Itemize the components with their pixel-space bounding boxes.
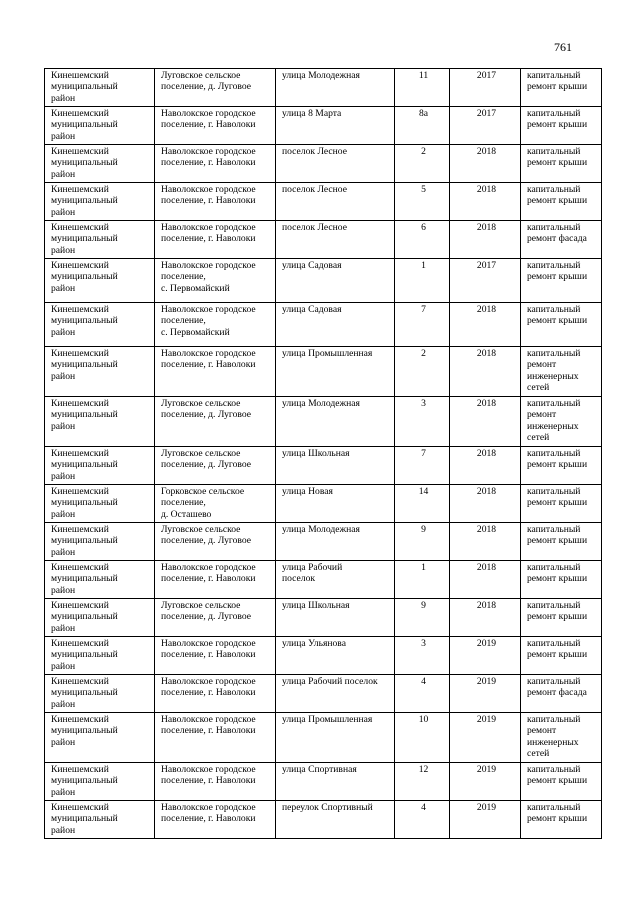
- year-cell: 2019: [450, 713, 521, 763]
- district-cell: Кинешемский муниципальный район: [45, 107, 155, 145]
- street-cell: улица Ульянова: [276, 637, 395, 675]
- district-cell: Кинешемский муниципальный район: [45, 303, 155, 347]
- table-row: [45, 221, 602, 259]
- district-cell: Кинешемский муниципальный район: [45, 259, 155, 303]
- settlement-cell: Наволокское городское поселение, с. Первомайский: [155, 303, 276, 347]
- year-cell: 2018: [450, 303, 521, 347]
- settlement-cell: Наволокское городское поселение, г. Наволоки: [155, 183, 276, 221]
- settlement-cell: Наволокское городское поселение, г. Наволоки: [155, 637, 276, 675]
- year-cell: 2018: [450, 145, 521, 183]
- house-number-cell: 4: [395, 675, 450, 713]
- settlement-cell: Луговское сельское поселение, д. Луговое: [155, 69, 276, 107]
- house-number-cell: 2: [395, 145, 450, 183]
- table-row: [45, 303, 602, 347]
- table-row: [45, 347, 602, 397]
- table-row: [45, 599, 602, 637]
- work-type-cell: капитальный ремонт крыши: [521, 801, 602, 839]
- work-type-cell: капитальный ремонт фасада: [521, 675, 602, 713]
- table-row: [45, 713, 602, 763]
- table-row: [45, 259, 602, 303]
- work-type-cell: капитальный ремонт крыши: [521, 523, 602, 561]
- work-type-cell: капитальный ремонт фасада: [521, 221, 602, 259]
- table-row: [45, 397, 602, 447]
- street-cell: улица Промышленная: [276, 713, 395, 763]
- table-row: [45, 447, 602, 485]
- settlement-cell: Наволокское городское поселение, г. Наволоки: [155, 801, 276, 839]
- street-cell: улица 8 Марта: [276, 107, 395, 145]
- house-number-cell: 1: [395, 561, 450, 599]
- year-cell: 2019: [450, 763, 521, 801]
- house-number-cell: 8а: [395, 107, 450, 145]
- table-row: [45, 675, 602, 713]
- settlement-cell: Наволокское городское поселение, г. Наволоки: [155, 107, 276, 145]
- settlement-cell: Луговское сельское поселение, д. Луговое: [155, 523, 276, 561]
- house-number-cell: 12: [395, 763, 450, 801]
- settlement-cell: Наволокское городское поселение, с. Первомайский: [155, 259, 276, 303]
- street-cell: улица Молодежная: [276, 69, 395, 107]
- work-type-cell: капитальный ремонт крыши: [521, 561, 602, 599]
- settlement-cell: Наволокское городское поселение, г. Наволоки: [155, 145, 276, 183]
- district-cell: Кинешемский муниципальный район: [45, 713, 155, 763]
- year-cell: 2018: [450, 485, 521, 523]
- work-type-cell: капитальный ремонт крыши: [521, 485, 602, 523]
- district-cell: Кинешемский муниципальный район: [45, 485, 155, 523]
- house-number-cell: 9: [395, 599, 450, 637]
- district-cell: Кинешемский муниципальный район: [45, 69, 155, 107]
- street-cell: улица Садовая: [276, 259, 395, 303]
- work-type-cell: капитальный ремонт крыши: [521, 303, 602, 347]
- district-cell: Кинешемский муниципальный район: [45, 675, 155, 713]
- year-cell: 2018: [450, 221, 521, 259]
- table-row: [45, 523, 602, 561]
- house-number-cell: 9: [395, 523, 450, 561]
- work-type-cell: капитальный ремонт инженерных сетей: [521, 347, 602, 397]
- work-type-cell: капитальный ремонт крыши: [521, 447, 602, 485]
- street-cell: улица Молодежная: [276, 397, 395, 447]
- settlement-cell: Наволокское городское поселение, г. Наволоки: [155, 675, 276, 713]
- street-cell: улица Молодежная: [276, 523, 395, 561]
- house-number-cell: 1: [395, 259, 450, 303]
- street-cell: поселок Лесное: [276, 221, 395, 259]
- work-type-cell: капитальный ремонт крыши: [521, 763, 602, 801]
- district-cell: Кинешемский муниципальный район: [45, 447, 155, 485]
- house-number-cell: 5: [395, 183, 450, 221]
- district-cell: Кинешемский муниципальный район: [45, 599, 155, 637]
- year-cell: 2018: [450, 347, 521, 397]
- district-cell: Кинешемский муниципальный район: [45, 397, 155, 447]
- settlement-cell: Луговское сельское поселение, д. Луговое: [155, 397, 276, 447]
- district-cell: Кинешемский муниципальный район: [45, 561, 155, 599]
- year-cell: 2018: [450, 599, 521, 637]
- street-cell: улица Садовая: [276, 303, 395, 347]
- year-cell: 2019: [450, 637, 521, 675]
- table-row: [45, 801, 602, 839]
- house-number-cell: 3: [395, 397, 450, 447]
- street-cell: улица Рабочий поселок: [276, 675, 395, 713]
- work-type-cell: капитальный ремонт крыши: [521, 599, 602, 637]
- year-cell: 2019: [450, 675, 521, 713]
- settlement-cell: Горковское сельское поселение, д. Осташево: [155, 485, 276, 523]
- house-number-cell: 4: [395, 801, 450, 839]
- page-number: 761: [554, 40, 572, 54]
- table-row: [45, 485, 602, 523]
- work-type-cell: капитальный ремонт крыши: [521, 259, 602, 303]
- street-cell: поселок Лесное: [276, 183, 395, 221]
- year-cell: 2019: [450, 801, 521, 839]
- settlement-cell: Наволокское городское поселение, г. Наволоки: [155, 561, 276, 599]
- work-type-cell: капитальный ремонт крыши: [521, 107, 602, 145]
- house-number-cell: 3: [395, 637, 450, 675]
- street-cell: улица Рабочий поселок: [276, 561, 395, 599]
- work-type-cell: капитальный ремонт крыши: [521, 69, 602, 107]
- table-row: [45, 69, 602, 107]
- district-cell: Кинешемский муниципальный район: [45, 637, 155, 675]
- table-row: [45, 763, 602, 801]
- street-cell: переулок Спортивный: [276, 801, 395, 839]
- table-row: [45, 183, 602, 221]
- table-body: [45, 69, 602, 839]
- district-cell: Кинешемский муниципальный район: [45, 145, 155, 183]
- table-row: [45, 107, 602, 145]
- house-number-cell: 2: [395, 347, 450, 397]
- district-cell: Кинешемский муниципальный район: [45, 347, 155, 397]
- settlement-cell: Наволокское городское поселение, г. Наволоки: [155, 221, 276, 259]
- work-type-cell: капитальный ремонт инженерных сетей: [521, 713, 602, 763]
- year-cell: 2017: [450, 107, 521, 145]
- work-type-cell: капитальный ремонт крыши: [521, 145, 602, 183]
- house-number-cell: 6: [395, 221, 450, 259]
- district-cell: Кинешемский муниципальный район: [45, 801, 155, 839]
- year-cell: 2018: [450, 523, 521, 561]
- district-cell: Кинешемский муниципальный район: [45, 183, 155, 221]
- work-type-cell: капитальный ремонт крыши: [521, 637, 602, 675]
- house-number-cell: 10: [395, 713, 450, 763]
- street-cell: улица Промышленная: [276, 347, 395, 397]
- district-cell: Кинешемский муниципальный район: [45, 763, 155, 801]
- work-type-cell: капитальный ремонт крыши: [521, 183, 602, 221]
- work-type-cell: капитальный ремонт инженерных сетей: [521, 397, 602, 447]
- street-cell: улица Школьная: [276, 447, 395, 485]
- year-cell: 2018: [450, 561, 521, 599]
- year-cell: 2017: [450, 69, 521, 107]
- year-cell: 2017: [450, 259, 521, 303]
- house-number-cell: 7: [395, 303, 450, 347]
- street-cell: улица Школьная: [276, 599, 395, 637]
- year-cell: 2018: [450, 447, 521, 485]
- settlement-cell: Наволокское городское поселение, г. Наволоки: [155, 347, 276, 397]
- year-cell: 2018: [450, 397, 521, 447]
- table-row: [45, 561, 602, 599]
- house-number-cell: 7: [395, 447, 450, 485]
- settlement-cell: Луговское сельское поселение, д. Луговое: [155, 599, 276, 637]
- house-number-cell: 11: [395, 69, 450, 107]
- table-row: [45, 145, 602, 183]
- house-number-cell: 14: [395, 485, 450, 523]
- street-cell: улица Спортивная: [276, 763, 395, 801]
- settlement-cell: Наволокское городское поселение, г. Наволоки: [155, 763, 276, 801]
- repair-register-table: [44, 68, 602, 839]
- district-cell: Кинешемский муниципальный район: [45, 221, 155, 259]
- table-row: [45, 637, 602, 675]
- street-cell: поселок Лесное: [276, 145, 395, 183]
- year-cell: 2018: [450, 183, 521, 221]
- settlement-cell: Луговское сельское поселение, д. Луговое: [155, 447, 276, 485]
- district-cell: Кинешемский муниципальный район: [45, 523, 155, 561]
- settlement-cell: Наволокское городское поселение, г. Наволоки: [155, 713, 276, 763]
- street-cell: улица Новая: [276, 485, 395, 523]
